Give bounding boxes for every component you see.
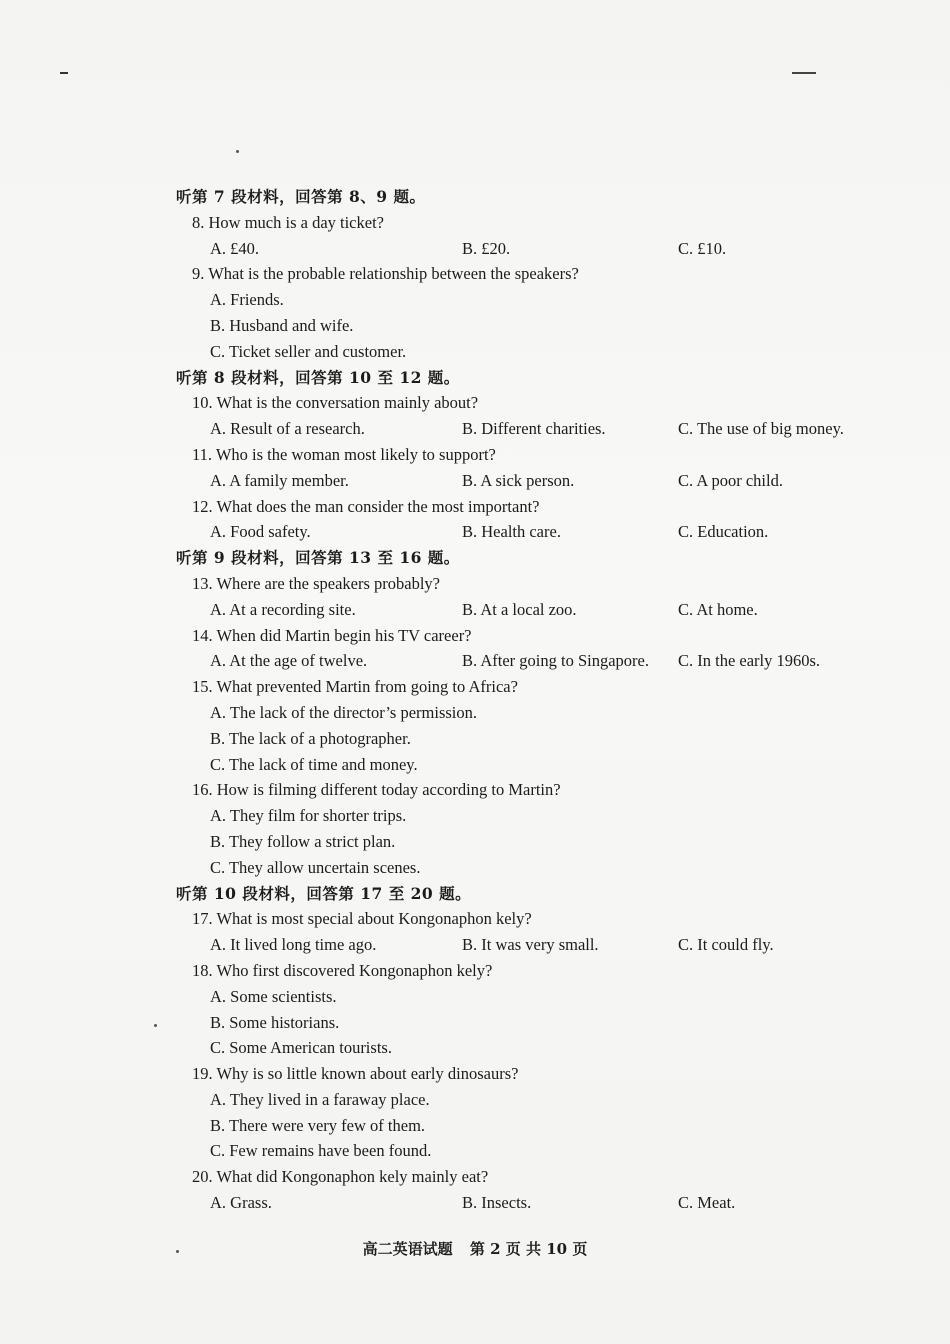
option: A. They film for shorter trips. <box>210 806 407 826</box>
question-stem: 20. What did Kongonaphon kely mainly eat? <box>192 1167 489 1187</box>
section-heading: 听第 9 段材料，回答第 13 至 16 题。 <box>176 548 460 568</box>
option-row <box>176 648 876 674</box>
option: B. The lack of a photographer. <box>210 728 411 748</box>
question-stem: 9. What is the probable relationship between the speakers? <box>192 264 579 284</box>
question-stem: 15. What prevented Martin from going to Africa? <box>192 677 518 697</box>
option: B. Some historians. <box>210 1012 340 1032</box>
option: A. Friends. <box>210 290 284 310</box>
question-stem: 14. When did Martin begin his TV career? <box>192 625 472 645</box>
option: B. Health care. <box>462 522 561 542</box>
option-row <box>176 236 876 262</box>
section-heading: 听第 7 段材料，回答第 8、9 题。 <box>176 187 426 206</box>
option: A. Result of a research. <box>210 419 365 439</box>
option: A. Some scientists. <box>210 986 337 1006</box>
option: C. Some American tourists. <box>210 1038 392 1058</box>
option: A. £40. <box>210 238 260 258</box>
option: B. After going to Singapore. <box>462 651 649 671</box>
question-stem: 16. How is filming different today according to Martin? <box>192 780 561 800</box>
option: C. Education. <box>678 522 769 542</box>
option: C. In the early 1960s. <box>678 651 821 671</box>
option: C. They allow uncertain scenes. <box>210 857 421 877</box>
option-row <box>176 932 876 958</box>
option: B. £20. <box>462 238 511 258</box>
option: A. Food safety. <box>210 522 311 542</box>
question-list <box>176 184 876 1216</box>
option: B. There were very few of them. <box>210 1115 426 1135</box>
option: C. It could fly. <box>678 935 774 955</box>
question-stem: 8. How much is a day ticket? <box>192 212 384 232</box>
option-row <box>176 416 876 442</box>
option: B. Insects. <box>462 1193 532 1213</box>
option-row <box>176 519 876 545</box>
option: C. Ticket seller and customer. <box>210 341 407 361</box>
option: A. They lived in a faraway place. <box>210 1089 430 1109</box>
footer-page-info: 第 2 页 共 10 页 <box>469 1240 588 1258</box>
option: C. £10. <box>678 238 727 258</box>
option-row <box>176 468 876 494</box>
option-row <box>176 597 876 623</box>
question-stem: 19. Why is so little known about early dinosaurs? <box>192 1064 519 1084</box>
section-heading: 听第 10 段材料，回答第 17 至 20 题。 <box>176 883 472 903</box>
question-stem: 10. What is the conversation mainly about? <box>192 393 479 413</box>
question-stem: 13. Where are the speakers probably? <box>192 573 440 593</box>
section-heading: 听第 8 段材料，回答第 10 至 12 题。 <box>176 367 460 387</box>
option: A. At the age of twelve. <box>210 651 368 671</box>
option: B. A sick person. <box>462 470 575 490</box>
option: A. A family member. <box>210 470 349 490</box>
question-stem: 12. What does the man consider the most important? <box>192 496 540 516</box>
question-stem: 17. What is most special about Kongonaphon kely? <box>192 909 532 929</box>
page-footer <box>0 1238 950 1259</box>
option: B. Husband and wife. <box>210 315 354 335</box>
option: A. It lived long time ago. <box>210 935 377 955</box>
option: C. The lack of time and money. <box>210 754 418 774</box>
scan-speck <box>236 150 239 153</box>
option-row <box>176 1190 876 1216</box>
option: C. The use of big money. <box>678 419 844 439</box>
option: A. Grass. <box>210 1193 272 1213</box>
option: C. A poor child. <box>678 470 783 490</box>
scan-mark <box>792 72 816 74</box>
question-stem: 11. Who is the woman most likely to support? <box>192 444 496 464</box>
scan-speck <box>154 1024 157 1027</box>
option: A. The lack of the director’s permission. <box>210 702 477 722</box>
option: B. They follow a strict plan. <box>210 831 396 851</box>
option: C. At home. <box>678 599 758 619</box>
option: B. At a local zoo. <box>462 599 577 619</box>
question-stem: 18. Who first discovered Kongonaphon kely? <box>192 960 493 980</box>
option: A. At a recording site. <box>210 599 356 619</box>
scan-mark <box>60 72 68 74</box>
footer-subject: 高二英语试题 <box>362 1240 453 1258</box>
option: B. It was very small. <box>462 935 599 955</box>
option: C. Few remains have been found. <box>210 1141 432 1161</box>
option: C. Meat. <box>678 1193 736 1213</box>
option: B. Different charities. <box>462 419 606 439</box>
